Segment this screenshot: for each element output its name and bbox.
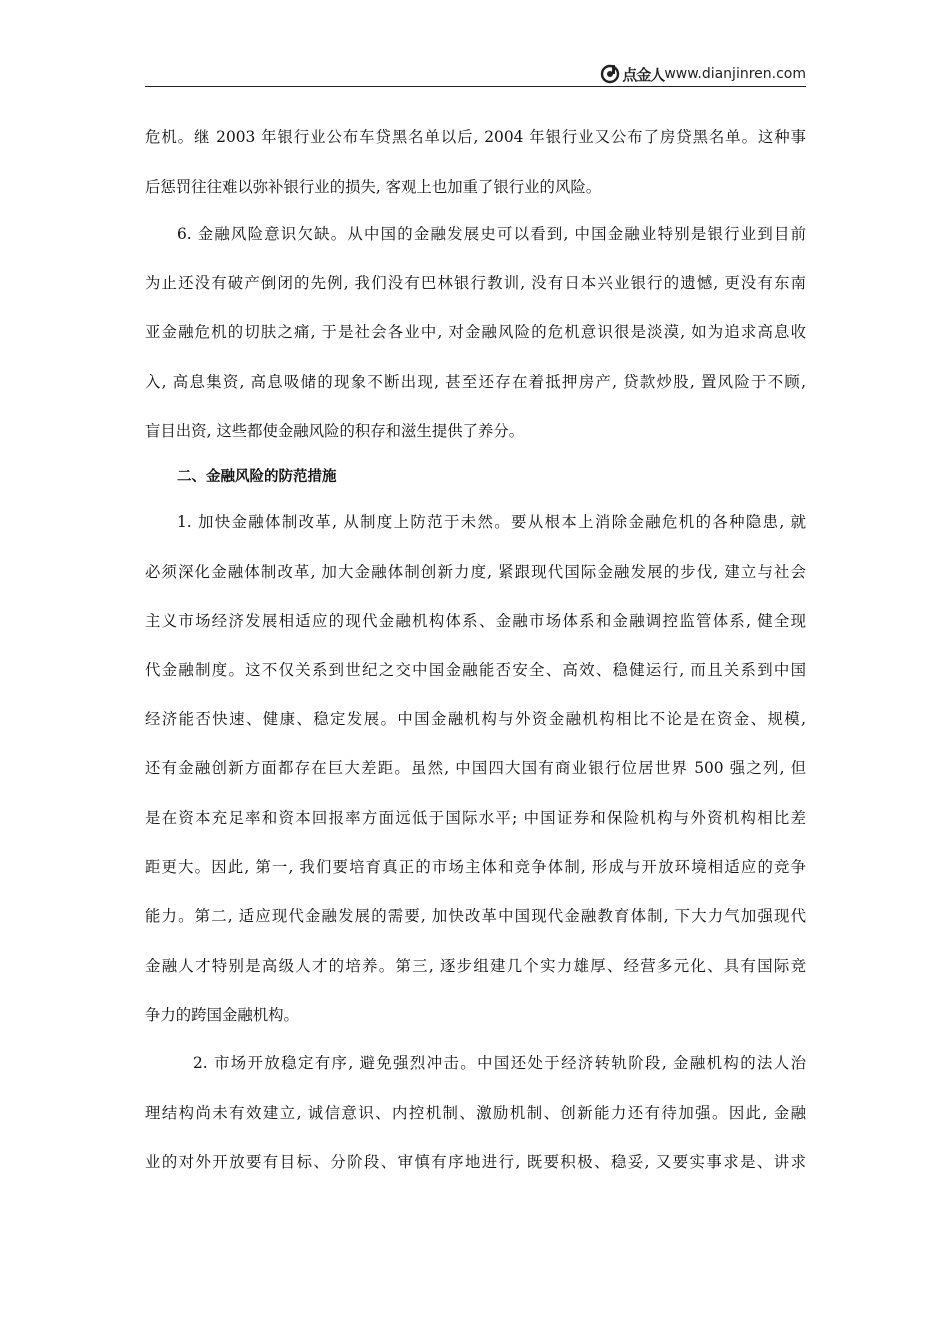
body-line: 代金融制度。这不仅关系到世纪之交中国金融能否安全、高效、稳健运行, 而且关系到中国 <box>145 661 806 679</box>
body-line: 1. 加快金融体制改革, 从制度上防范于未然。要从根本上消除金融危机的各种隐患, 就 <box>177 513 806 531</box>
body-line: 危机。继 2003 年银行业公布车贷黑名单以后, 2004 年银行业又公布了房贷黑名单。这种事 <box>145 128 806 146</box>
body-line: 盲目出资, 这些都使金融风险的积存和滋生提供了养分。 <box>145 422 525 440</box>
body-line: 理结构尚未有效建立, 诚信意识、内控机制、激励机制、创新能力还有待加强。因此, 金融 <box>145 1104 806 1122</box>
body-line: 2. 市场开放稳定有序, 避免强烈冲击。中国还处于经济转轨阶段, 金融机构的法人治 <box>193 1054 806 1072</box>
logo-mark-icon <box>600 64 620 84</box>
body-line: 经济能否快速、健康、稳定发展。中国金融机构与外资金融机构相比不论是在资金、规模, <box>145 710 806 728</box>
body-line: 主义市场经济发展相适应的现代金融机构体系、金融市场体系和金融调控监管体系, 健全现 <box>145 612 806 630</box>
body-line: 能力。第二, 适应现代金融发展的需要, 加快改革中国现代金融教育体制, 下大力气加强现代 <box>145 907 806 925</box>
body-line: 后惩罚往往难以弥补银行业的损失, 客观上也加重了银行业的风险。 <box>145 178 602 196</box>
body-line: 亚金融危机的切肤之痛, 于是社会各业中, 对金融风险的危机意识很是淡漠, 如为追求高息收 <box>145 323 806 341</box>
site-url[interactable]: www.dianjinren.com <box>664 66 806 82</box>
body-line: 金融人才特别是高级人才的培养。第三, 逐步组建几个实力雄厚、经营多元化、具有国际竞 <box>145 957 806 975</box>
body-line: 还有金融创新方面都存在巨大差距。虽然, 中国四大国有商业银行位居世界 500 强之列, 但 <box>145 759 806 777</box>
body-line: 业的对外开放要有目标、分阶段、审慎有序地进行, 既要积极、稳妥, 又要实事求是、讲求 <box>145 1153 806 1171</box>
body-line: 入, 高息集资, 高息吸储的现象不断出现, 甚至还存在着抵押房产, 贷款炒股, 置风险于不顾, <box>145 373 806 391</box>
body-line: 距更大。因此, 第一, 我们要培育真正的市场主体和竞争体制, 形成与开放环境相适应的竞争 <box>145 858 806 876</box>
site-logo[interactable] <box>600 62 806 86</box>
body-line: 为止还没有破产倒闭的先例, 我们没有巴林银行教训, 没有日本兴业银行的遗憾, 更没有东南 <box>145 274 806 292</box>
page-header <box>145 58 806 87</box>
body-line: 争力的跨国金融机构。 <box>145 1006 299 1024</box>
logo-text: 点金人 <box>622 65 665 84</box>
body-line: 是在资本充足率和资本回报率方面远低于国际水平; 中国证券和保险机构与外资机构相比差 <box>145 809 806 827</box>
body-line: 必须深化金融体制改革, 加大金融体制创新力度, 紧跟现代国际金融发展的步伐, 建立与社会 <box>145 563 806 581</box>
body-line: 6. 金融风险意识欠缺。从中国的金融发展史可以看到, 中国金融业特别是银行业到目前 <box>177 225 806 243</box>
section-heading: 二、金融风险的防范措施 <box>177 469 337 485</box>
